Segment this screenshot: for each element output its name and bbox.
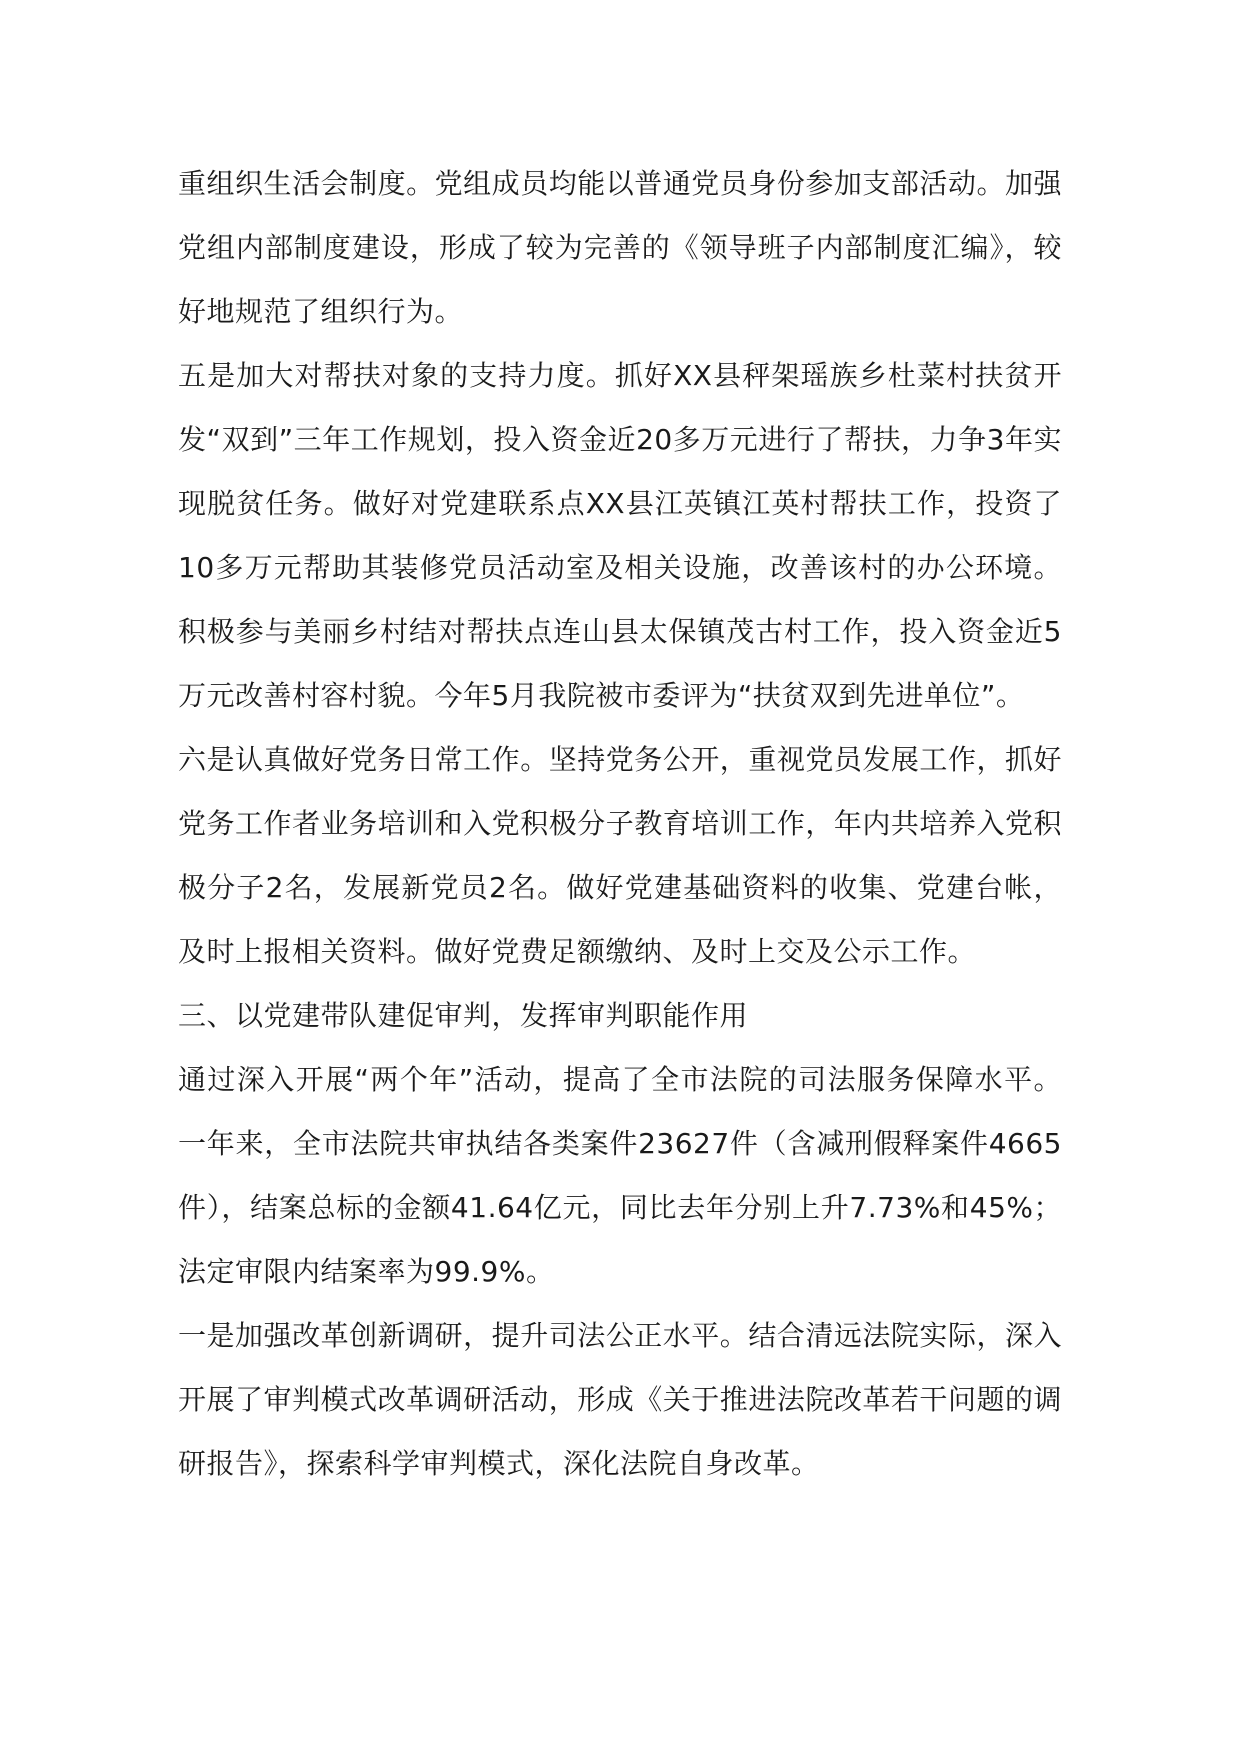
paragraph-two-years-activity: 通过深入开展“两个年”活动，提高了全市法院的司法服务保障水平。一年来，全市法院共审执结各类案件23627件（含减刑假释案件4665件），结案总标的金额41.64亿元，同比去年分别上升7.73%和45%；法定审限内结案率为99.9%。 — [178, 1063, 1062, 1288]
paragraph-organization-system: 重组织生活会制度。党组成员均能以普通党员身份参加支部活动。加强党组内部制度建设，形成了较为完善的《领导班子内部制度汇编》，较好地规范了组织行为。 — [178, 167, 1062, 328]
paragraph-reform-research: 一是加强改革创新调研，提升司法公正水平。结合清远法院实际，深入开展了审判模式改革调研活动，形成《关于推进法院改革若干问题的调研报告》，探索科学审判模式，深化法院自身改革。 — [178, 1319, 1062, 1480]
section-heading: 三、以党建带队建促审判，发挥审判职能作用 — [178, 999, 749, 1032]
paragraph-party-affairs: 六是认真做好党务日常工作。坚持党务公开，重视党员发展工作，抓好党务工作者业务培训和入党积极分子教育培训工作，年内共培养入党积极分子2名，发展新党员2名。做好党建基础资料的收集、党建台帐，及时上报相关资料。做好党费足额缴纳、及时上交及公示工作。 — [178, 743, 1062, 968]
paragraph-poverty-support: 五是加大对帮扶对象的支持力度。抓好XX县秤架瑶族乡杜菜村扶贫开发“双到”三年工作规划，投入资金近20多万元进行了帮扶，力争3年实现脱贫任务。做好对党建联系点XX县江英镇江英村帮扶工作，投资了10多万元帮助其装修党员活动室及相关设施，改善该村的办公环境。积极参与美丽乡村结对帮扶点连山县太保镇茂古村工作，投入资金近5万元改善村容村貌。今年5月我院被市委评为“扶贫双到先进单位”。 — [178, 359, 1062, 712]
document-page — [178, 152, 1062, 1496]
